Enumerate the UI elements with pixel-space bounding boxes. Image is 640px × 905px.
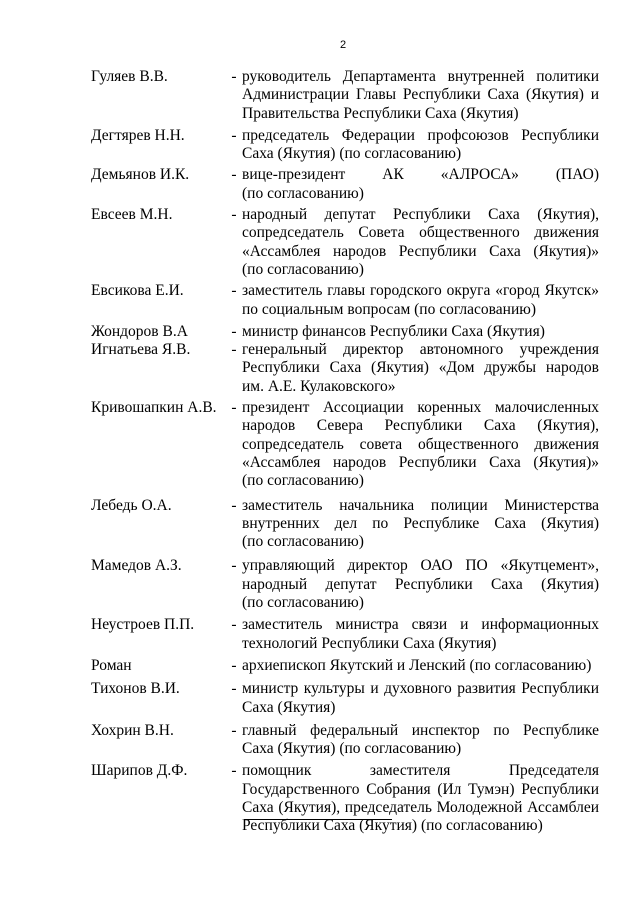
member-entry	[91, 127, 599, 164]
member-entry	[91, 497, 599, 552]
member-entry	[91, 206, 599, 279]
member-dash: -	[231, 322, 237, 340]
member-position-line: (по согласованию)	[242, 594, 364, 612]
member-dash: -	[231, 166, 237, 184]
member-name: Роман	[91, 656, 132, 674]
member-position-line: Государственного Собрания (Ил Тумэн) Республики	[242, 780, 599, 798]
member-entry	[91, 762, 599, 835]
member-dash: -	[231, 616, 237, 634]
member-entry	[91, 68, 599, 123]
member-name: Евсеев М.Н.	[91, 206, 173, 224]
member-position	[242, 127, 599, 164]
member-position-line: народный депутат Республики Саха (Якутия),	[242, 206, 599, 224]
member-dash: -	[231, 68, 237, 85]
member-position-line: министр культуры и духовного развития Республики	[242, 680, 599, 698]
member-name: Демьянов И.К.	[91, 166, 190, 184]
member-position-line: (по согласованию)	[242, 260, 364, 278]
member-position-line: министр финансов Республики Саха (Якутия)	[242, 322, 545, 340]
member-entry	[91, 722, 599, 759]
member-entry	[91, 282, 599, 319]
member-name: Гуляев В.В.	[91, 68, 168, 85]
member-position	[242, 323, 599, 341]
member-position-line: Саха (Якутия) (по согласованию)	[242, 740, 462, 758]
member-position-line: народов Севера Республики Саха (Якутия),	[242, 417, 599, 435]
member-position-line: им. А.Е. Кулаковского»	[242, 377, 396, 395]
member-position-line: вице-президент АК «АЛРОСА» (ПАО)	[242, 166, 599, 184]
member-dash: -	[231, 762, 237, 780]
member-list	[91, 68, 599, 836]
member-name: Тихонов В.И.	[91, 680, 180, 698]
member-position-line: Саха (Якутия)	[242, 698, 336, 716]
member-entry	[91, 680, 599, 717]
member-position-line: помощник заместителя Председателя	[242, 762, 599, 780]
member-position-line: (по согласованию)	[242, 533, 364, 551]
member-position	[242, 722, 599, 759]
member-position	[242, 206, 599, 279]
page-number: 2	[339, 39, 347, 51]
member-dash: -	[231, 126, 237, 144]
member-position	[242, 657, 599, 675]
member-dash: -	[231, 399, 237, 417]
member-position-line: заместитель начальника полиции Министерства	[242, 496, 599, 514]
member-position	[242, 497, 599, 552]
member-name: Лебедь О.А.	[91, 496, 172, 514]
member-position	[242, 166, 599, 203]
member-entry	[91, 341, 599, 396]
member-dash: -	[231, 680, 237, 698]
member-position	[242, 68, 599, 123]
member-position	[242, 680, 599, 717]
member-dash: -	[231, 206, 237, 224]
member-dash: -	[231, 496, 237, 514]
member-position-line: главный федеральный инспектор по Республике	[242, 721, 599, 739]
member-entry	[91, 657, 599, 675]
member-name: Хохрин В.Н.	[91, 721, 174, 739]
member-position-line: архиепископ Якутский и Ленский (по согласованию)	[242, 656, 592, 674]
member-dash: -	[231, 656, 237, 674]
member-position-line: управляющий директор ОАО ПО «Якутцемент»,	[242, 557, 599, 575]
member-entry	[91, 166, 599, 203]
member-position-line: Правительства Республики Саха (Якутия)	[242, 104, 519, 122]
member-position-line: заместитель министра связи и информационных	[242, 616, 599, 634]
member-entry	[91, 399, 599, 490]
member-position-line: генеральный директор автономного учреждения	[242, 341, 599, 359]
member-position-line: Республики Саха (Якутия) (по согласованию)	[242, 817, 543, 835]
member-position-line: Республики Саха (Якутия) «Дом дружбы народов	[242, 359, 599, 377]
member-position-line: по социальным вопросам (по согласованию)	[242, 300, 536, 318]
member-position-line: сопредседатель Совета общественного движения	[242, 224, 599, 242]
member-dash: -	[231, 721, 237, 739]
member-position	[242, 341, 599, 396]
member-dash: -	[231, 557, 237, 575]
member-position-line: президент Ассоциации коренных малочисленных	[242, 399, 599, 417]
member-name: Евсикова Е.И.	[91, 282, 184, 300]
member-position-line: Администрации Главы Республики Саха (Якутия) и	[242, 86, 599, 104]
member-name: Жондоров В.А	[91, 322, 188, 340]
member-entry	[91, 616, 599, 653]
member-position-line: Саха (Якутия), председатель Молодежной Ассамблеи	[242, 798, 599, 816]
member-position-line: (по согласованию)	[242, 184, 364, 202]
member-name: Неустроев П.П.	[91, 616, 195, 634]
member-position-line: заместитель главы городского округа «город Якутск»	[242, 282, 599, 300]
member-position-line: «Ассамблея народов Республики Саха (Якутия)»	[242, 242, 599, 260]
member-name: Мамедов А.З.	[91, 557, 182, 575]
member-name: Кривошапкин А.В.	[91, 399, 217, 417]
member-entry	[91, 557, 599, 612]
member-position-line: руководитель Департамента внутренней политики	[242, 68, 599, 85]
footer-rule	[244, 819, 392, 820]
member-position	[242, 762, 599, 835]
member-position	[242, 399, 599, 490]
member-position-line: технологий Республики Саха (Якутия)	[242, 634, 497, 652]
member-position-line: народный депутат Республики Саха (Якутия)	[242, 575, 599, 593]
member-name: Дегтярев Н.Н.	[91, 126, 185, 144]
member-position	[242, 282, 599, 319]
member-position-line: председатель Федерации профсоюзов Республики	[242, 126, 599, 144]
member-position-line: Саха (Якутия) (по согласованию)	[242, 145, 462, 163]
member-entry	[91, 323, 599, 341]
member-name: Игнатьева Я.В.	[91, 341, 191, 359]
member-position-line: (по согласованию)	[242, 472, 364, 490]
member-position	[242, 616, 599, 653]
member-dash: -	[231, 282, 237, 300]
member-dash: -	[231, 341, 237, 359]
member-position-line: сопредседатель совета общественного движения	[242, 435, 599, 453]
member-position-line: «Ассамблея народов Республики Саха (Якутия)»	[242, 453, 599, 471]
member-position-line: внутренних дел по Республике Саха (Якутия)	[242, 514, 599, 532]
member-position	[242, 557, 599, 612]
member-name: Шарипов Д.Ф.	[91, 762, 188, 780]
